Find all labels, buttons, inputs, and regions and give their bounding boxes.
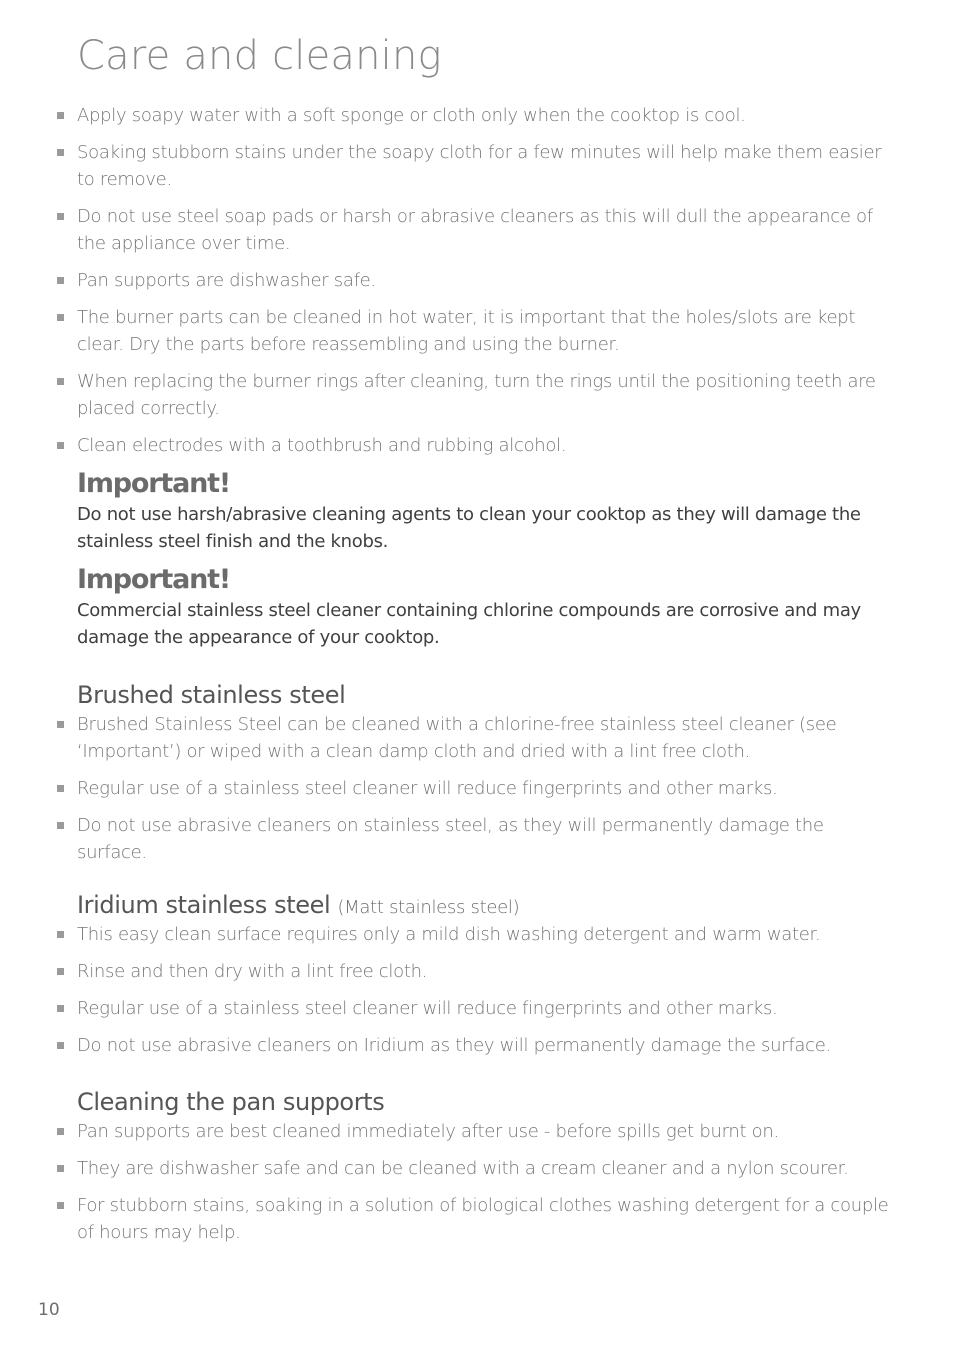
important-text: Do not use harsh/abrasive cleaning agents to clean your cooktop as they will damage the stainless steel finish and the knobs.: [77, 504, 861, 552]
important-text: Commercial stainless steel cleaner containing chlorine compounds are corrosive and may damage the appearance of your cooktop.: [77, 600, 861, 648]
square-bullet-icon: [57, 1165, 64, 1172]
square-bullet-icon: [57, 968, 64, 975]
list-item: Do not use steel soap pads or harsh or abrasive cleaners as this will dull the appearance of the appliance over time.: [0, 203, 954, 257]
square-bullet-icon: [57, 785, 64, 792]
iridium-steel-list: [0, 921, 954, 1069]
square-bullet-icon: [57, 1128, 64, 1135]
square-bullet-icon: [57, 721, 64, 728]
square-bullet-icon: [57, 1202, 64, 1209]
list-item: Pan supports are dishwasher safe.: [0, 267, 954, 294]
square-bullet-icon: [57, 822, 64, 829]
list-item: For stubborn stains, soaking in a solution of biological clothes washing detergent for a couple of hours may help.: [0, 1192, 954, 1246]
square-bullet-icon: [57, 213, 64, 220]
list-item: Rinse and then dry with a lint free cloth.: [0, 958, 954, 985]
list-item: When replacing the burner rings after cleaning, turn the rings until the positioning teeth are placed correctly.: [0, 368, 954, 422]
list-item: Soaking stubborn stains under the soapy cloth for a few minutes will help make them easier to remove.: [0, 139, 954, 193]
square-bullet-icon: [57, 112, 64, 119]
important-heading: Important!: [77, 468, 230, 499]
section-heading-brushed: Brushed stainless steel: [77, 681, 346, 709]
list-item: Do not use abrasive cleaners on stainless steel, as they will permanently damage the surface.: [0, 812, 954, 866]
page-title: Care and cleaning: [77, 33, 442, 79]
section-subheading: (Matt stainless steel): [337, 897, 520, 918]
square-bullet-icon: [57, 378, 64, 385]
list-item: The burner parts can be cleaned in hot water, it is important that the holes/slots are kept clear. Dry the parts before reassembling and using the burner.: [0, 304, 954, 358]
list-item: Regular use of a stainless steel cleaner will reduce fingerprints and other marks.: [0, 995, 954, 1022]
square-bullet-icon: [57, 149, 64, 156]
square-bullet-icon: [57, 1005, 64, 1012]
brushed-steel-list: [0, 711, 954, 876]
section-heading-pan-supports: Cleaning the pan supports: [77, 1088, 385, 1116]
square-bullet-icon: [57, 931, 64, 938]
list-item: Regular use of a stainless steel cleaner will reduce fingerprints and other marks.: [0, 775, 954, 802]
important-heading: Important!: [77, 564, 230, 595]
square-bullet-icon: [57, 1042, 64, 1049]
list-item: They are dishwasher safe and can be cleaned with a cream cleaner and a nylon scourer.: [0, 1155, 954, 1182]
pan-supports-list: [0, 1118, 954, 1256]
list-item: Do not use abrasive cleaners on Iridium as they will permanently damage the surface.: [0, 1032, 954, 1059]
important-note-chlorine: [77, 563, 897, 651]
list-item: Clean electrodes with a toothbrush and rubbing alcohol.: [0, 432, 954, 459]
list-item: Pan supports are best cleaned immediately after use - before spills get burnt on.: [0, 1118, 954, 1145]
list-item: Apply soapy water with a soft sponge or cloth only when the cooktop is cool.: [0, 102, 954, 129]
important-note-abrasive: [77, 467, 897, 555]
general-cleaning-list: [0, 102, 954, 469]
list-item: This easy clean surface requires only a mild dish washing detergent and warm water.: [0, 921, 954, 948]
square-bullet-icon: [57, 277, 64, 284]
page-number: 10: [38, 1300, 60, 1320]
square-bullet-icon: [57, 442, 64, 449]
square-bullet-icon: [57, 314, 64, 321]
section-heading-iridium: Iridium stainless steel (Matt stainless steel): [77, 891, 520, 919]
list-item: Brushed Stainless Steel can be cleaned with a chlorine-free stainless steel cleaner (see ‘Important’) or wiped with a clean damp cloth and dried with a lint free cloth.: [0, 711, 954, 765]
